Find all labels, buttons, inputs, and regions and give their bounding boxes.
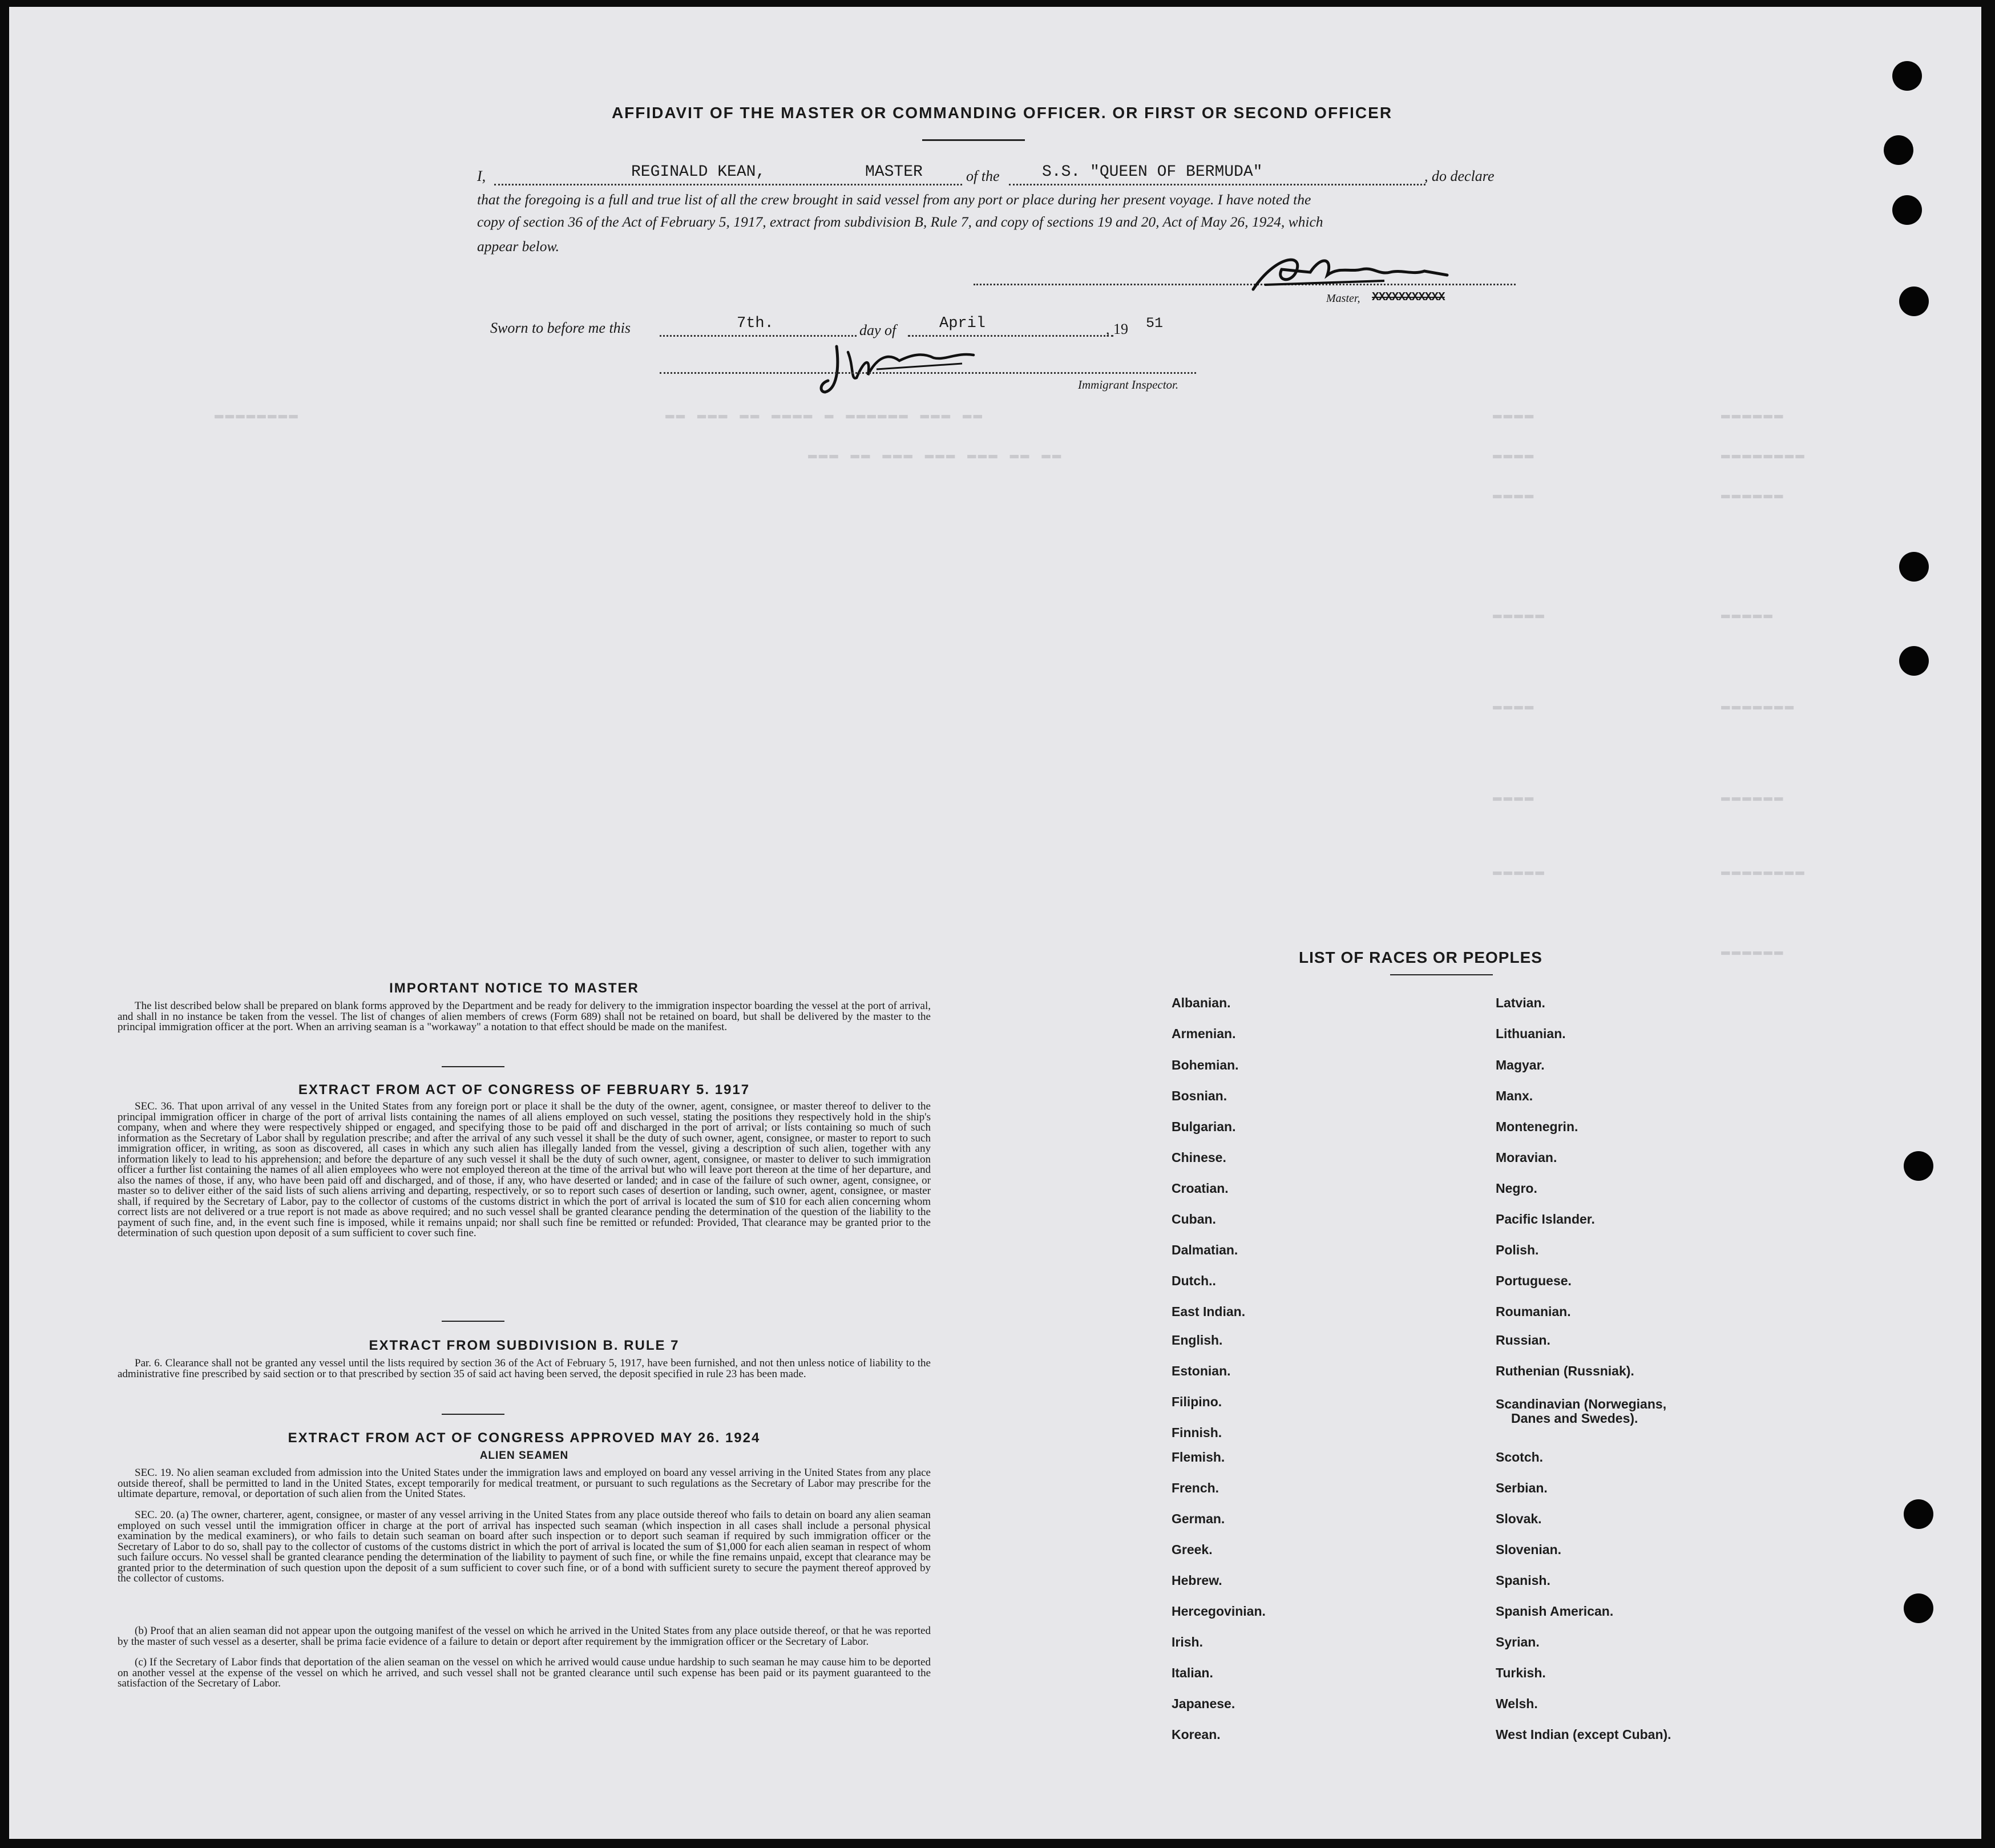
race-item: Dutch.. bbox=[1172, 1273, 1216, 1288]
race-item: Turkish. bbox=[1496, 1665, 1546, 1680]
master-signature bbox=[1242, 249, 1481, 301]
race-item: French. bbox=[1172, 1480, 1219, 1495]
race-item: Filipino. bbox=[1172, 1394, 1222, 1409]
master-label: Master, bbox=[1326, 292, 1360, 305]
races-title: LIST OF RACES OR PEOPLES bbox=[1299, 949, 1542, 966]
race-item: Magyar. bbox=[1496, 1058, 1545, 1072]
punch-hole bbox=[1904, 1151, 1933, 1181]
race-item: Portuguese. bbox=[1496, 1273, 1572, 1288]
race-item: Manx. bbox=[1496, 1088, 1533, 1103]
race-item: Estonian. bbox=[1172, 1363, 1231, 1378]
punch-hole bbox=[1892, 195, 1922, 225]
notice-body: The list described below shall be prepared on blank forms approved by the Department and be ready for delivery to the immigration inspector boarding the vessel at the port of arrival, and shall in no instance be taken from the vessel. The list of changes of alien members of crews (Form 689) shall not be retained on board, but shall be delivered by the master to the principal immigration officer at the port. When an arriving seaman is a "workaway" a notation to that effect should be made on the manifest. bbox=[118, 1000, 931, 1033]
rule7-title: EXTRACT FROM SUBDIVISION B. RULE 7 bbox=[369, 1338, 680, 1353]
race-item: Roumanian. bbox=[1496, 1304, 1571, 1319]
name-dotted-line bbox=[494, 184, 962, 185]
race-item: Scotch. bbox=[1496, 1450, 1544, 1464]
race-item: Hercegovinian. bbox=[1172, 1604, 1266, 1619]
race-item: Slovak. bbox=[1496, 1511, 1542, 1526]
affidavit-line-4: appear below. bbox=[477, 238, 560, 255]
punch-hole bbox=[1899, 552, 1929, 582]
race-item: Japanese. bbox=[1172, 1696, 1235, 1711]
day-of-label: day of bbox=[859, 322, 896, 338]
punch-hole bbox=[1904, 1499, 1933, 1529]
master-struck-text: XXXXXXXXXXX bbox=[1372, 291, 1445, 304]
race-item: Welsh. bbox=[1496, 1696, 1538, 1711]
race-item: German. bbox=[1172, 1511, 1225, 1526]
race-item: Serbian. bbox=[1496, 1480, 1548, 1495]
year-suffix: 51 bbox=[1146, 315, 1164, 332]
race-item: Albanian. bbox=[1172, 995, 1231, 1010]
section-20b-body: (b) Proof that an alien seaman did not appear upon the outgoing manifest of the vessel on which he arrived in the United States from any place outside thereof, or that he was reported by the master of such vessel as a deserter, shall be prima facie evidence of a failure to detain or deport after requirement by the immigration officer or the Secretary of Labor. bbox=[118, 1625, 931, 1648]
race-item: Spanish. bbox=[1496, 1573, 1550, 1588]
race-item: Spanish American. bbox=[1496, 1604, 1614, 1619]
punch-hole bbox=[1884, 135, 1913, 165]
race-item: English. bbox=[1172, 1333, 1223, 1347]
race-item: Slovenian. bbox=[1496, 1542, 1562, 1557]
extract-1917-body: SEC. 36. That upon arrival of any vessel in the United States from any foreign port or place it shall be the duty of the owner, agent, consignee, or master thereof to deliver to the principal immigration officer in charge of the port of arrival lists containing the names of all aliens employed on such vessel, stating the positions they respectively hold in the ship's company, when and where they were respectively shipped or engaged, and specifying those to be paid off and discharged in the port of arrival; or lists containing so much of such information as the Secretary of Labor shall by regulation prescribe; and after the arrival of any such vessel it shall be the duty of such owner, agent, consignee, or master to report to such immigration officer, in writing, as soon as discovered, all cases in which any such alien has illegally landed from the vessel, giving a description of such alien, together with any information likely to lead to his apprehension; and before the departure of any such vessel it shall be the duty of such owner, agent, consignee, or master to deliver to such immigration officer a further list containing the names of all alien employees who were not employed thereon at the time of the arrival but who will leave port thereon at the time of her departure, and also the names of those, if any, who have been paid off and discharged, and of those, if any, who have deserted or landed; and in case of the failure of such owner, agent, consignee, or master so to deliver either of the said lists of such aliens arriving and departing, respectively, or so to report such cases of desertion or landing, such owner, agent, consignee, or master shall, if required by the Secretary of Labor, pay to the collector of customs of the customs district in which the port of arrival is located the sum of $10 for each alien concerning whom correct lists are not delivered or a true report is not made as above required; and no such vessel shall be granted clearance pending the determination of the question of the liability to the payment of such fine, and, in the event such fine is imposed, while it remains unpaid; nor shall such fine be remitted or refunded: Provided, That clearance may be granted prior to the determination of such question upon deposit of a sum sufficient to cover such fine. bbox=[118, 1100, 931, 1239]
race-item: Dalmatian. bbox=[1172, 1242, 1238, 1257]
race-item: East Indian. bbox=[1172, 1304, 1246, 1319]
do-declare-label: , do declare bbox=[1424, 168, 1495, 184]
sworn-label: Sworn to before me this bbox=[490, 320, 631, 336]
of-the-label: of the bbox=[966, 168, 1000, 184]
race-item: Croatian. bbox=[1172, 1181, 1229, 1196]
inspector-label: Immigrant Inspector. bbox=[1078, 378, 1179, 392]
punch-hole bbox=[1899, 646, 1929, 676]
title-divider bbox=[922, 139, 1025, 141]
extract-1917-title: EXTRACT FROM ACT OF CONGRESS OF FEBRUARY 5. 1917 bbox=[298, 1082, 750, 1097]
race-item: Scandinavian (Norwegians, bbox=[1496, 1397, 1667, 1411]
affidavit-title: AFFIDAVIT OF THE MASTER OR COMMANDING OFFICER. OR FIRST OR SECOND OFFICER bbox=[611, 104, 1393, 122]
punch-hole bbox=[1904, 1593, 1933, 1623]
race-item: Armenian. bbox=[1172, 1026, 1236, 1041]
race-item: Montenegrin. bbox=[1496, 1119, 1578, 1134]
master-rank: MASTER bbox=[865, 163, 923, 181]
sworn-day: 7th. bbox=[737, 315, 774, 332]
punch-hole bbox=[1892, 61, 1922, 91]
race-item: Lithuanian. bbox=[1496, 1026, 1566, 1041]
race-item: Irish. bbox=[1172, 1635, 1203, 1649]
vessel-dotted-line bbox=[1009, 184, 1425, 185]
sworn-month: April bbox=[939, 315, 986, 332]
inspector-signature-line bbox=[660, 372, 1196, 374]
race-item: West Indian (except Cuban). bbox=[1496, 1727, 1671, 1742]
alien-seamen-subtitle: ALIEN SEAMEN bbox=[479, 1450, 569, 1462]
document-page: ▬▬▬▬▬▬▬▬ ▬▬ ▬▬▬ ▬▬ ▬▬▬▬ ▬ ▬▬▬▬▬▬ ▬▬▬ ▬▬ ▬▬▬▬ ▬▬▬▬▬▬ ▬▬▬ ▬▬ ▬▬▬ ▬▬▬ ▬▬▬ ▬▬ ▬▬ ▬▬▬▬ ▬▬▬▬▬▬▬▬ ▬▬▬▬ ▬▬▬▬▬▬ ▬▬▬▬▬ ▬▬▬▬▬ ▬▬▬▬ ▬▬▬▬▬▬▬ ▬▬▬▬ ▬▬▬▬▬▬ ▬▬▬▬▬ ▬▬▬▬▬▬▬▬ ▬▬▬▬▬▬ AFFIDAVIT OF THE MASTER OR COMMANDING OFFICER. OR FIRST OR SECOND OFFICER I, REGINALD KEAN, MASTER of the S.S. "QUEEN OF BERMUDA" , do declare that the foregoing is a full and true list of all the crew brought in said vessel from any port or place during her present voyage. I have noted the copy of section 36 of the Act of February 5, 1917, extract from subdivision B, Rule 7, and copy of sections 19 and 20, Act of May 26, 1924, which appear below. Master, XXXXXXXXXXX Sworn to before me this 7th. day of April , 19 51 Immigrant Inspector. IMPORTANT NOTICE TO MASTER The list described below shall be prepared on blank forms approved by the Department and be ready for delivery to the immigration inspector boarding the vessel at the port of arrival, and shall in no instance be taken from the vessel. The list of changes of alien members of crews (Form 689) shall not be retained on board, but shall be delivered by the master to the principal immigration officer at the port. When an arriving seaman is a "workaway" a notation to that effect should be made on the manifest. EXTRACT FROM ACT OF CONGRESS OF FEBRUARY 5. 1917 SEC. 36. That upon arrival of any vessel in the United States from any foreign port or place it shall be the duty of the owner, agent, consignee, or master thereof to deliver to the principal immigration officer in charge of the port of arrival lists containing the names of all aliens employed on such vessel, stating the positions they respectively hold in the ship's company, when and where they were respectively shipped or engaged, and specifying those to be paid off and discharged in the port of arrival; or lists containing so much of such information as the Secretary of Labor shall by regulation prescribe; and after the arrival of any such vessel it shall be the duty of such owner, agent, consignee, or master to report to such immigration officer, in writing, as soon as discovered, all cases in which any such alien has illegally landed from the vessel, giving a description of such alien, together with any information likely to lead to his apprehension; and before the departure of any such vessel it shall be the duty of such owner, agent, consignee, or master to deliver to such immigration officer a further list containing the names of all alien employees who were not employed thereon at the time of the arrival but who will leave port thereon at the time of her departure, and also the names of those, if any, who have been paid off and discharged, and of those, if any, who have deserted or landed; and in case of the failure of such owner, agent, consignee, or master so to deliver either of the said lists of such aliens arriving and departing, respectively, or so to report such cases of desertion or landing, such owner, agent, consignee, or master shall, if required by the Secretary of Labor, pay to the collector of customs of the customs district in which the port of arrival is located the sum of $10 for each alien concerning whom correct lists are not delivered or a true report is not made as above required; and no such vessel shall be granted clearance pending the determination of the question of the liability to the payment of such fine, and, in the event such fine is imposed, while it remains unpaid; nor shall such fine be remitted or refunded: Provided, That clearance may be granted prior to the determination of such question upon deposit of a sum sufficient to cover such fine. EXTRACT FROM SUBDIVISION B. RULE 7 Par. 6. Clearance shall not be granted any vessel until the lists required by section 36 of the Act of February 5, 1917, have been furnished, and not then unless notice of liability to the administrative fine prescribed by said section or to that prescribed by section 35 of said act having been served, the deposit specified in rule 23 has been made. EXTRACT FROM ACT OF CONGRESS APPROVED MAY 26. 1924 ALIEN SEAMEN SEC. 19. No alien seaman excluded from admission into the United States under the immigration laws and employed on board any vessel arriving in the United States from any place outside thereof, shall be permitted to land in the United States, except temporarily for medical treatment, or pursuant to such regulations as the Secretary of Labor may prescribe for the ultimate departure, removal, or deportation of such alien from the United States. SEC. 20. (a) The owner, charterer, agent, consignee, or master of any vessel arriving in the United States from any place outside thereof who fails to detain on board any alien seaman employed on such vessel until the immigration officer in charge at the port of arrival has inspected such seaman (which inspection in all cases shall include a personal physical examination by the medical examiners), or who fails to detain such seaman on board after such inspection or to deport such seaman if required by such immigration officer or the Secretary of Labor to do so, shall pay to the collector of customs of the customs district in which the port of arrival is located the sum of $1,000 for each alien seaman in respect of whom such failure occurs. No vessel shall be granted clearance pending the determination of the liability to payment of such fine, or while the fine remains unpaid, except that clearance may be granted prior to the determination of such question upon the deposit of a sum sufficient to cover such fine, or of a bond with sufficient surety to secure the payment thereof approved by the collector of customs. (b) Proof that an alien seaman did not appear upon the outgoing manifest of the vessel on which he arrived in the United States from any place outside thereof, or that he was reported by the master of such vessel as a deserter, shall be prima facie evidence of a failure to detain or deport after requirement by the immigration officer or the Secretary of Labor. (c) If the Secretary of Labor finds that deportation of the alien seaman on the vessel on which he arrived would cause undue hardship to such seaman he may cause him to be deported on another vessel at the expense of the vessel on which he arrived, and such vessel shall not be granted clearance until such expense has been paid or its payment guaranteed to the satisfaction of the Secretary of Labor. LIST OF RACES OR PEOPLES Albanian. Armenian. Bohemian. Bosnian. Bulgarian. Chinese. Croatian. Cuban. Dalmatian. Dutch.. East Indian. English. Estonian. Filipino. Finnish. Flemish. French. German. Greek. Hebrew. Hercegovinian. Irish. Italian. Japanese. Korean. Latvian. Lithuanian. Magyar. Manx. Montenegrin. Moravian. Negro. Pacific Islander. Polish. Portuguese. Roumanian. Russian. Ruthenian (Russniak). Scandinavian (Norwegians, Danes and Swedes). Scotch. Serbian. Slovak. Slovenian. Spanish. Spanish American. Syrian. Turkish. Welsh. West Indian (except Cuban). bbox=[9, 7, 1981, 1839]
affidavit-line-3: copy of section 36 of the Act of February 5, 1917, extract from subdivision B, Rule 7, and copy of sections 19 and 20, Act of May 26, 1924, which bbox=[477, 213, 1323, 230]
section-divider bbox=[442, 1414, 504, 1415]
notice-title: IMPORTANT NOTICE TO MASTER bbox=[389, 981, 639, 996]
race-item: Bohemian. bbox=[1172, 1058, 1239, 1072]
race-item: Russian. bbox=[1496, 1333, 1550, 1347]
race-item: Polish. bbox=[1496, 1242, 1539, 1257]
section-divider bbox=[442, 1066, 504, 1067]
race-item: Syrian. bbox=[1496, 1635, 1540, 1649]
race-item: Korean. bbox=[1172, 1727, 1221, 1742]
race-item: Chinese. bbox=[1172, 1150, 1226, 1165]
race-item: Moravian. bbox=[1496, 1150, 1557, 1165]
race-item: Flemish. bbox=[1172, 1450, 1225, 1464]
vessel-name: S.S. "QUEEN OF BERMUDA" bbox=[1042, 163, 1263, 181]
section-20a-body: SEC. 20. (a) The owner, charterer, agent, consignee, or master of any vessel arriving in the United States from any place outside thereof who fails to detain on board any alien seaman employed on such vessel until the immigration officer in charge at the port of arrival has inspected such seaman (which inspection in all cases shall include a personal physical examination by the medical examiners), or who fails to detain such seaman on board after such inspection or to deport such seaman if required by such immigration officer or the Secretary of Labor to do so, shall pay to the collector of customs of the customs district in which the port of arrival is located the sum of $1,000 for each alien seaman in respect of whom such failure occurs. No vessel shall be granted clearance pending the determination of the liability to payment of such fine, or while the fine remains unpaid, except that clearance may be granted prior to the determination of such question upon the deposit of a sum sufficient to cover such fine, or of a bond with sufficient surety to secure the payment thereof approved by the collector of customs. bbox=[118, 1509, 931, 1584]
section-19-body: SEC. 19. No alien seaman excluded from admission into the United States under the immigration laws and employed on board any vessel arriving in the United States from any place outside thereof, shall be permitted to land in the United States, except temporarily for medical treatment, or pursuant to such regulations as the Secretary of Labor may prescribe for the ultimate departure, removal, or deportation of such alien from the United States. bbox=[118, 1467, 931, 1500]
inspector-signature bbox=[814, 335, 996, 404]
race-item: Greek. bbox=[1172, 1542, 1213, 1557]
affidavit-i-label: I, bbox=[477, 168, 486, 184]
races-title-divider bbox=[1390, 974, 1493, 975]
race-item-continuation: Danes and Swedes). bbox=[1511, 1411, 1638, 1426]
rule7-body: Par. 6. Clearance shall not be granted any vessel until the lists required by section 36 of the Act of February 5, 1917, have been furnished, and not then unless notice of liability to the administrative fine prescribed by said section or to that prescribed by section 35 of said act having been served, the deposit specified in rule 23 has been made. bbox=[118, 1357, 931, 1380]
section-divider bbox=[442, 1321, 504, 1322]
master-name: REGINALD KEAN, bbox=[631, 163, 766, 181]
race-item: Pacific Islander. bbox=[1496, 1212, 1595, 1226]
race-item: Bulgarian. bbox=[1172, 1119, 1236, 1134]
race-item: Negro. bbox=[1496, 1181, 1537, 1196]
year-prefix: , 19 bbox=[1106, 321, 1128, 337]
extract-1924-title: EXTRACT FROM ACT OF CONGRESS APPROVED MAY 26. 1924 bbox=[288, 1430, 761, 1446]
section-20c-body: (c) If the Secretary of Labor finds that deportation of the alien seaman on the vessel on which he arrived would cause undue hardship to such seaman he may cause him to be deported on another vessel at the expense of the vessel on which he arrived, and such vessel shall not be granted clearance until such expense has been paid or its payment guaranteed to the satisfaction of the Secretary of Labor. bbox=[118, 1656, 931, 1689]
race-item: Finnish. bbox=[1172, 1425, 1222, 1440]
race-item: Hebrew. bbox=[1172, 1573, 1222, 1588]
race-item: Bosnian. bbox=[1172, 1088, 1227, 1103]
race-item: Latvian. bbox=[1496, 995, 1545, 1010]
affidavit-line-2: that the foregoing is a full and true list of all the crew brought in said vessel from any port or place during her present voyage. I have noted the bbox=[477, 191, 1311, 208]
race-item: Italian. bbox=[1172, 1665, 1213, 1680]
race-item: Ruthenian (Russniak). bbox=[1496, 1363, 1634, 1378]
punch-hole bbox=[1899, 287, 1929, 316]
race-item: Cuban. bbox=[1172, 1212, 1216, 1226]
